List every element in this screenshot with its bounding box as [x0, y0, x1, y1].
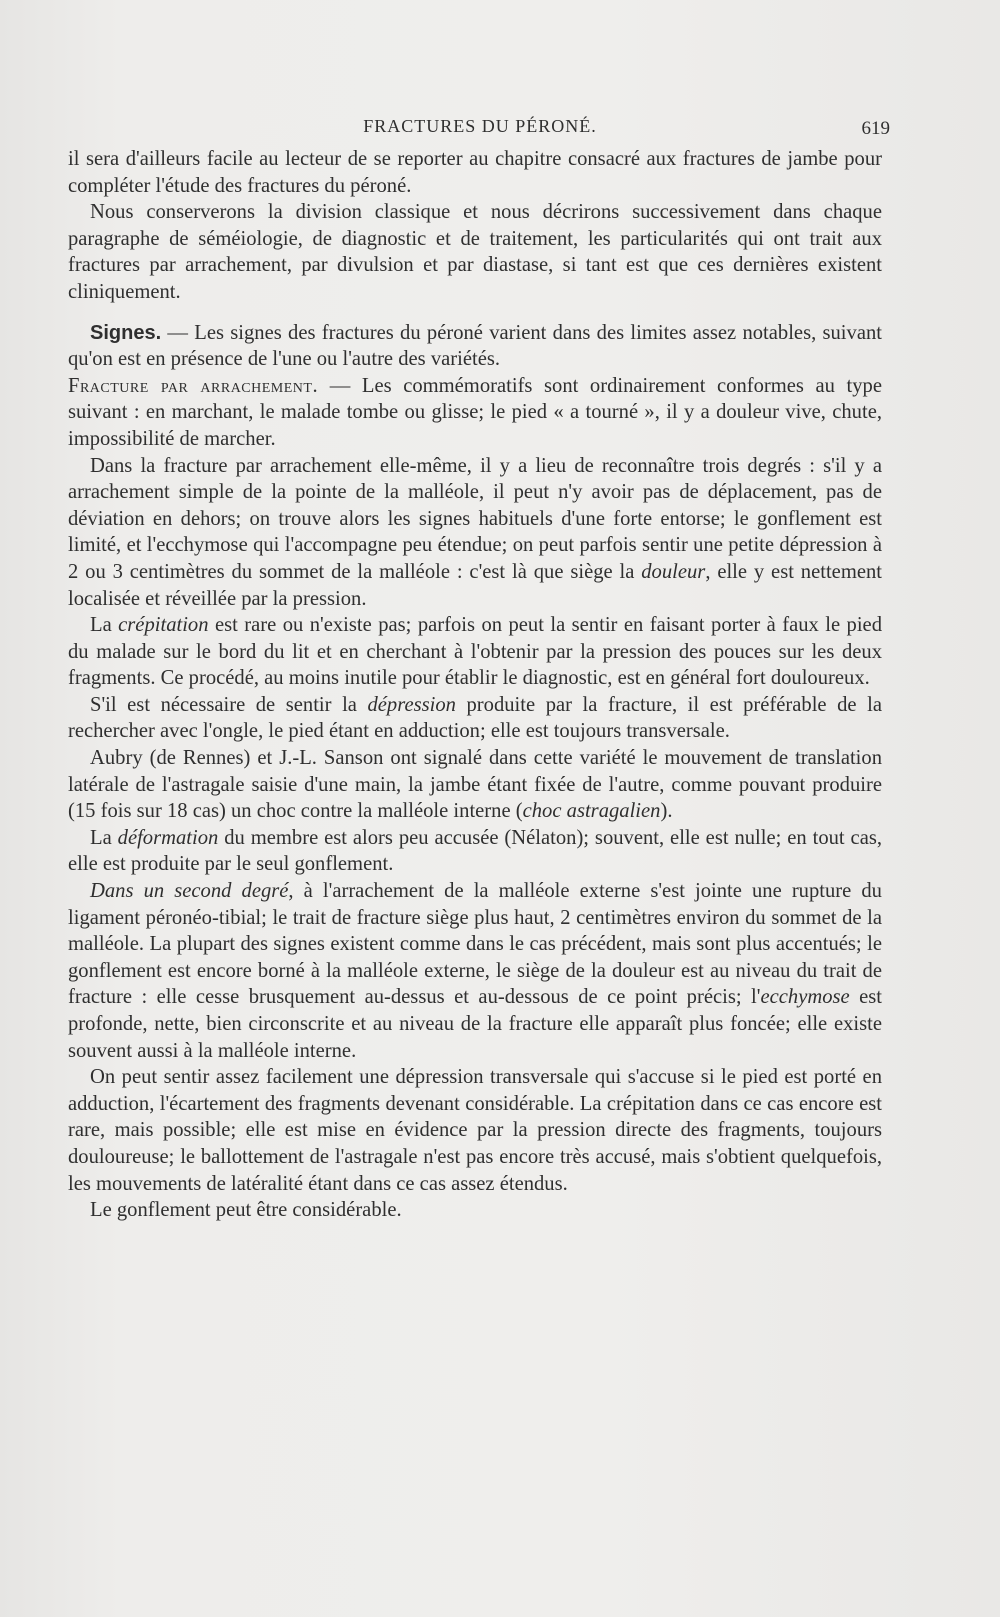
section-heading-arrachement: Fracture par arrachement.	[68, 374, 319, 397]
emphasis-depression: dépression	[367, 693, 456, 716]
paragraph-text: — Les commémoratifs sont ordinairement conformes au type suivant : en marchant, le malade tombe ou glisse; le pied « a tourné », il y a douleur vive, chute, impossibilité de marcher.	[68, 374, 882, 450]
paragraph-gonflement: Le gonflement peut être considérable.	[90, 1199, 402, 1222]
emphasis-choc-astragalien: choc astragalien	[522, 800, 661, 823]
emphasis-douleur: douleur	[641, 560, 706, 583]
running-title: FRACTURES DU PÉRONÉ.	[363, 116, 597, 136]
paragraph-text: ).	[660, 800, 673, 823]
section-heading-signes: Signes.	[90, 321, 162, 344]
paragraph-degres	[68, 453, 882, 613]
paragraph-depression	[68, 692, 882, 745]
paragraph-second-degre	[68, 878, 882, 1064]
emphasis-deformation: déformation	[117, 826, 219, 849]
paragraph-text: produite par la fracture, il est préférable de la rechercher avec l'ongle, le pied étant en adduction; elle est toujours transversale.	[68, 693, 882, 743]
paragraph-text: La	[90, 826, 118, 849]
page-number: 619	[861, 118, 890, 139]
emphasis-ecchymose: ecchymose	[760, 986, 850, 1009]
paragraph-depression-transversale: On peut sentir assez facilement une dépression transversale qui s'accuse si le pied est porté en adduction, l'écartement des fragments devenant considérable. La crépitation dans ce cas encore est rare, mais possible; elle est mise en évidence par la pression directe des fragments, toujours douloureuse; le ballottement de l'astragale n'est pas encore très accusé, mais s'obtient quelquefois, les mouvements de latéralité étant dans ce cas assez étendus.	[68, 1066, 882, 1195]
emphasis-second-degre: Dans un second degré	[90, 880, 289, 903]
paragraph-text: Aubry (de Rennes) et J.-L. Sanson ont signalé dans cette variété le mouvement de translation latérale de l'astragale saisie d'une main, la jambe étant fixée de l'autre, comme pouvant produire (15 fois sur 18 cas) un choc contre la malléole interne (	[68, 747, 882, 823]
paragraph-signes	[68, 320, 882, 373]
running-head	[70, 114, 890, 144]
paragraph-text: , à l'arrachement de la malléole externe s'est jointe une rupture du ligament péronéo-tibial; le trait de fracture siège plus haut, 2 centimètres environ du sommet de la malléole. La plupart des signes existent comme dans le cas précédent, mais sont plus accentués; le gonflement est encore borné à la malléole externe, le siège de la douleur est au niveau du trait de fracture : elle cesse brusquement au-dessus et au-dessous de ce point précis; l'	[68, 880, 882, 1009]
paragraph-deformation	[68, 825, 882, 878]
body-text	[68, 146, 882, 1224]
paragraph-aubry-sanson	[68, 745, 882, 825]
paragraph-text: , elle y est nettement localisée et réveillée par la pression.	[68, 560, 882, 610]
paragraph-text: La	[90, 614, 119, 637]
paragraph-continuation: il sera d'ailleurs facile au lecteur de se reporter au chapitre consacré aux fractures de jambe pour compléter l'étude des fractures du péroné.	[68, 148, 882, 197]
emphasis-crepitation: crépitation	[118, 614, 209, 637]
paragraph-division: Nous conserverons la division classique et nous décrirons successivement dans chaque paragraphe de séméiologie, de diagnostic et de traitement, les particularités qui ont trait aux fractures par arrachement, par divulsion et par diastase, si tant est que ces dernières existent cliniquement.	[68, 201, 882, 303]
paragraph-fracture-arrachement	[68, 373, 882, 453]
paragraph-crepitation	[68, 612, 882, 692]
paragraph-text: du membre est alors peu accusée (Nélaton); souvent, elle est nulle; en tout cas, elle est produite par le seul gonflement.	[68, 826, 883, 876]
paragraph-text: — Les signes des fractures du péroné varient dans des limites assez notables, suivant qu'on est en présence de l'une ou l'autre des variétés.	[68, 321, 882, 371]
paragraph-text: est profonde, nette, bien circonscrite et au niveau de la fracture elle apparaît plus foncée; elle existe souvent aussi à la malléole interne.	[68, 986, 883, 1062]
paragraph-text: S'il est nécessaire de sentir la	[90, 693, 368, 716]
paragraph-text: est rare ou n'existe pas; parfois on peut la sentir en faisant porter à faux le pied du malade sur le bord du lit et en cherchant à l'obtenir par la pression des pouces sur les deux fragments. Ce procédé, au moins inutile pour établir le diagnostic, est en général fort douloureux.	[68, 614, 882, 690]
paragraph-text: Dans la fracture par arrachement elle-même, il y a lieu de reconnaître trois degrés : s'il y a arrachement simple de la pointe de la malléole, il peut n'y avoir pas de déplacement, pas de déviation en dehors; on trouve alors les signes habituels d'une forte entorse; le gonflement est limité, et l'ecchymose qui l'accompagne peu étendue; on peut parfois sentir une petite dépression à 2 ou 3 centimètres du sommet de la malléole : c'est là que siège la	[68, 454, 882, 583]
